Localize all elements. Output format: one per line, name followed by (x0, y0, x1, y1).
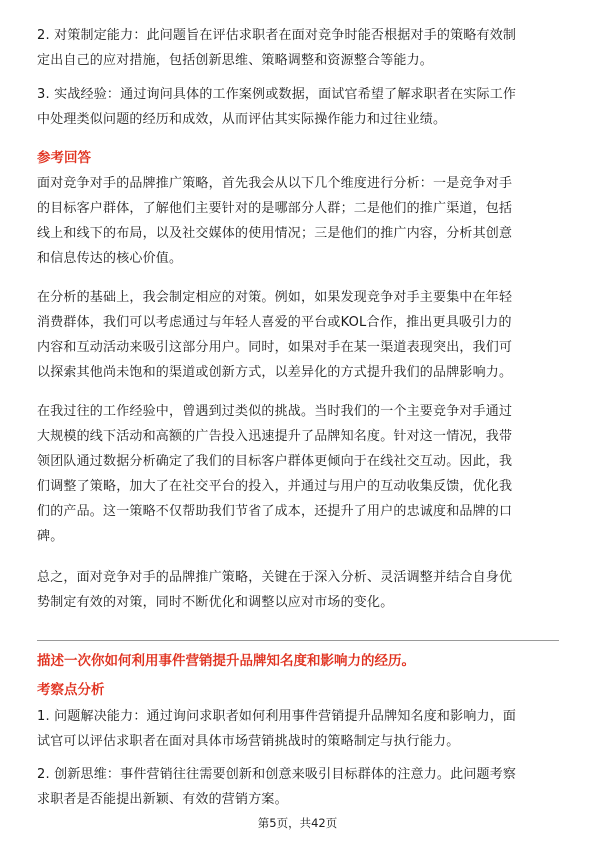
analysis-item-3 (37, 82, 559, 132)
text-line: 3. 实战经验：通过询问具体的工作案例或数据，面试官希望了解求职者在实际工作 (37, 87, 517, 102)
text-line: 2. 对策制定能力：此问题旨在评估求职者在面对竞争时能否根据对手的策略有效制 (37, 28, 517, 43)
analysis-heading: 考察点分析 (37, 682, 105, 698)
question-item-2 (37, 762, 559, 812)
reference-answer-heading: 参考回答 (37, 150, 91, 166)
answer-paragraph-2 (37, 285, 559, 385)
text-line: 领团队通过数据分析确定了我们的目标客户群体更倾向于在线社交互动。因此，我 (37, 454, 513, 469)
answer-paragraph-1 (37, 171, 559, 271)
text-line: 试官可以评估求职者在面对具体市场营销挑战时的策略制定与执行能力。 (37, 734, 460, 749)
text-line: 定出自己的应对措施，包括创新思维、策略调整和资源整合等能力。 (37, 53, 434, 68)
text-line: 碑。 (37, 529, 64, 544)
text-line: 线上和线下的布局，以及社交媒体的使用情况；三是他们的推广内容，分析其创意 (37, 226, 513, 241)
page-number: 第5页，共42页 (257, 816, 338, 830)
text-line: 面对竞争对手的品牌推广策略，首先我会从以下几个维度进行分析：一是竞争对手 (37, 176, 513, 191)
text-line: 中处理类似问题的经历和成效，从而评估其实际操作能力和过往业绩。 (37, 112, 447, 127)
text-line: 在我过往的工作经验中，曾遇到过类似的挑战。当时我们的一个主要竞争对手通过 (37, 404, 513, 419)
text-line: 以探索其他尚未饱和的渠道或创新方式，以差异化的方式提升我们的品牌影响力。 (37, 365, 513, 380)
text-line: 在分析的基础上，我会制定相应的对策。例如，如果发现竞争对手主要集中在年轻 (37, 290, 513, 305)
section-divider (37, 640, 559, 641)
text-line: 求职者是否能提出新颖、有效的营销方案。 (37, 792, 288, 807)
question-title: 描述一次你如何利用事件营销提升品牌知名度和影响力的经历。 (37, 653, 415, 669)
text-line: 们的产品。这一策略不仅帮助我们节省了成本，还提升了用户的忠诚度和品牌的口 (37, 504, 513, 519)
text-line: 总之，面对竞争对手的品牌推广策略，关键在于深入分析、灵活调整并结合自身优 (37, 570, 513, 585)
analysis-item-2 (37, 23, 559, 73)
text-line: 消费群体，我们可以考虑通过与年轻人喜爱的平台或KOL合作，推出更具吸引力的 (37, 315, 512, 330)
text-line: 们调整了策略，加大了在社交平台的投入，并通过与用户的互动收集反馈，优化我 (37, 479, 513, 494)
question-item-1 (37, 704, 559, 754)
text-line: 内容和互动活动来吸引这部分用户。同时，如果对手在某一渠道表现突出，我们可 (37, 340, 513, 355)
text-line: 势制定有效的对策，同时不断优化和调整以应对市场的变化。 (37, 595, 394, 610)
text-line: 大规模的线下活动和高额的广告投入迅速提升了品牌知名度。针对这一情况，我带 (37, 429, 513, 444)
text-line: 1. 问题解决能力：通过询问求职者如何利用事件营销提升品牌知名度和影响力，面 (37, 709, 517, 724)
answer-paragraph-3 (37, 399, 559, 549)
text-line: 2. 创新思维：事件营销往往需要创新和创意来吸引目标群体的注意力。此问题考察 (37, 767, 517, 782)
text-line: 和信息传达的核心价值。 (37, 251, 183, 266)
text-line: 的目标客户群体，了解他们主要针对的是哪部分人群；二是他们的推广渠道，包括 (37, 201, 513, 216)
answer-paragraph-4 (37, 565, 559, 615)
